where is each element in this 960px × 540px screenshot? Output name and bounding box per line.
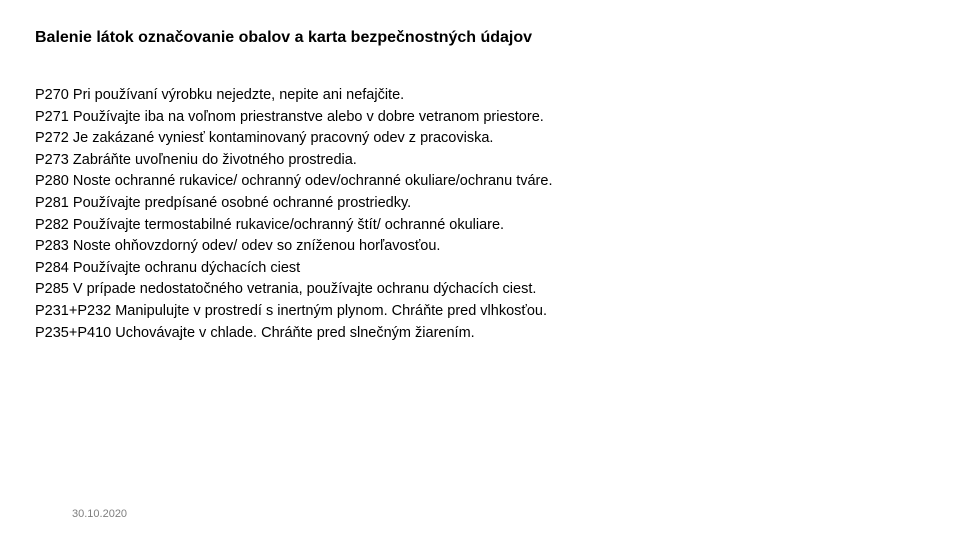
statement-item: P282 Používajte termostabilné rukavice/ochranný štít/ ochranné okuliare. [35,216,505,233]
statement-item: P271 Používajte iba na voľnom priestranstve alebo v dobre vetranom priestore. [35,108,544,125]
statement-item: P273 Zabráňte uvoľneniu do životného prostredia. [35,151,357,168]
statement-item: P231+P232 Manipulujte v prostredí s inertným plynom. Chráňte pred vlhkosťou. [35,302,548,319]
statement-item: P235+P410 Uchovávajte v chlade. Chráňte pred slnečným žiarením. [35,324,475,341]
slide-title: Balenie látok označovanie obalov a karta bezpečnostných údajov [35,29,533,46]
precautionary-statements-list [35,85,552,344]
statement-item: P284 Používajte ochranu dýchacích ciest [35,259,301,276]
slide-date: 30.10.2020 [72,508,128,520]
statement-item: P285 V prípade nedostatočného vetrania, používajte ochranu dýchacích ciest. [35,281,537,298]
statement-item: P281 Používajte predpísané osobné ochranné prostriedky. [35,194,412,211]
statement-item: P272 Je zakázané vyniesť kontaminovaný pracovný odev z pracoviska. [35,130,494,147]
statement-item: P283 Noste ohňovzdorný odev/ odev so zníženou horľavosťou. [35,238,441,255]
statement-item: P280 Noste ochranné rukavice/ ochranný odev/ochranné okuliare/ochranu tváre. [35,173,553,190]
statement-item: P270 Pri používaní výrobku nejedzte, nepite ani nefajčite. [35,87,405,103]
